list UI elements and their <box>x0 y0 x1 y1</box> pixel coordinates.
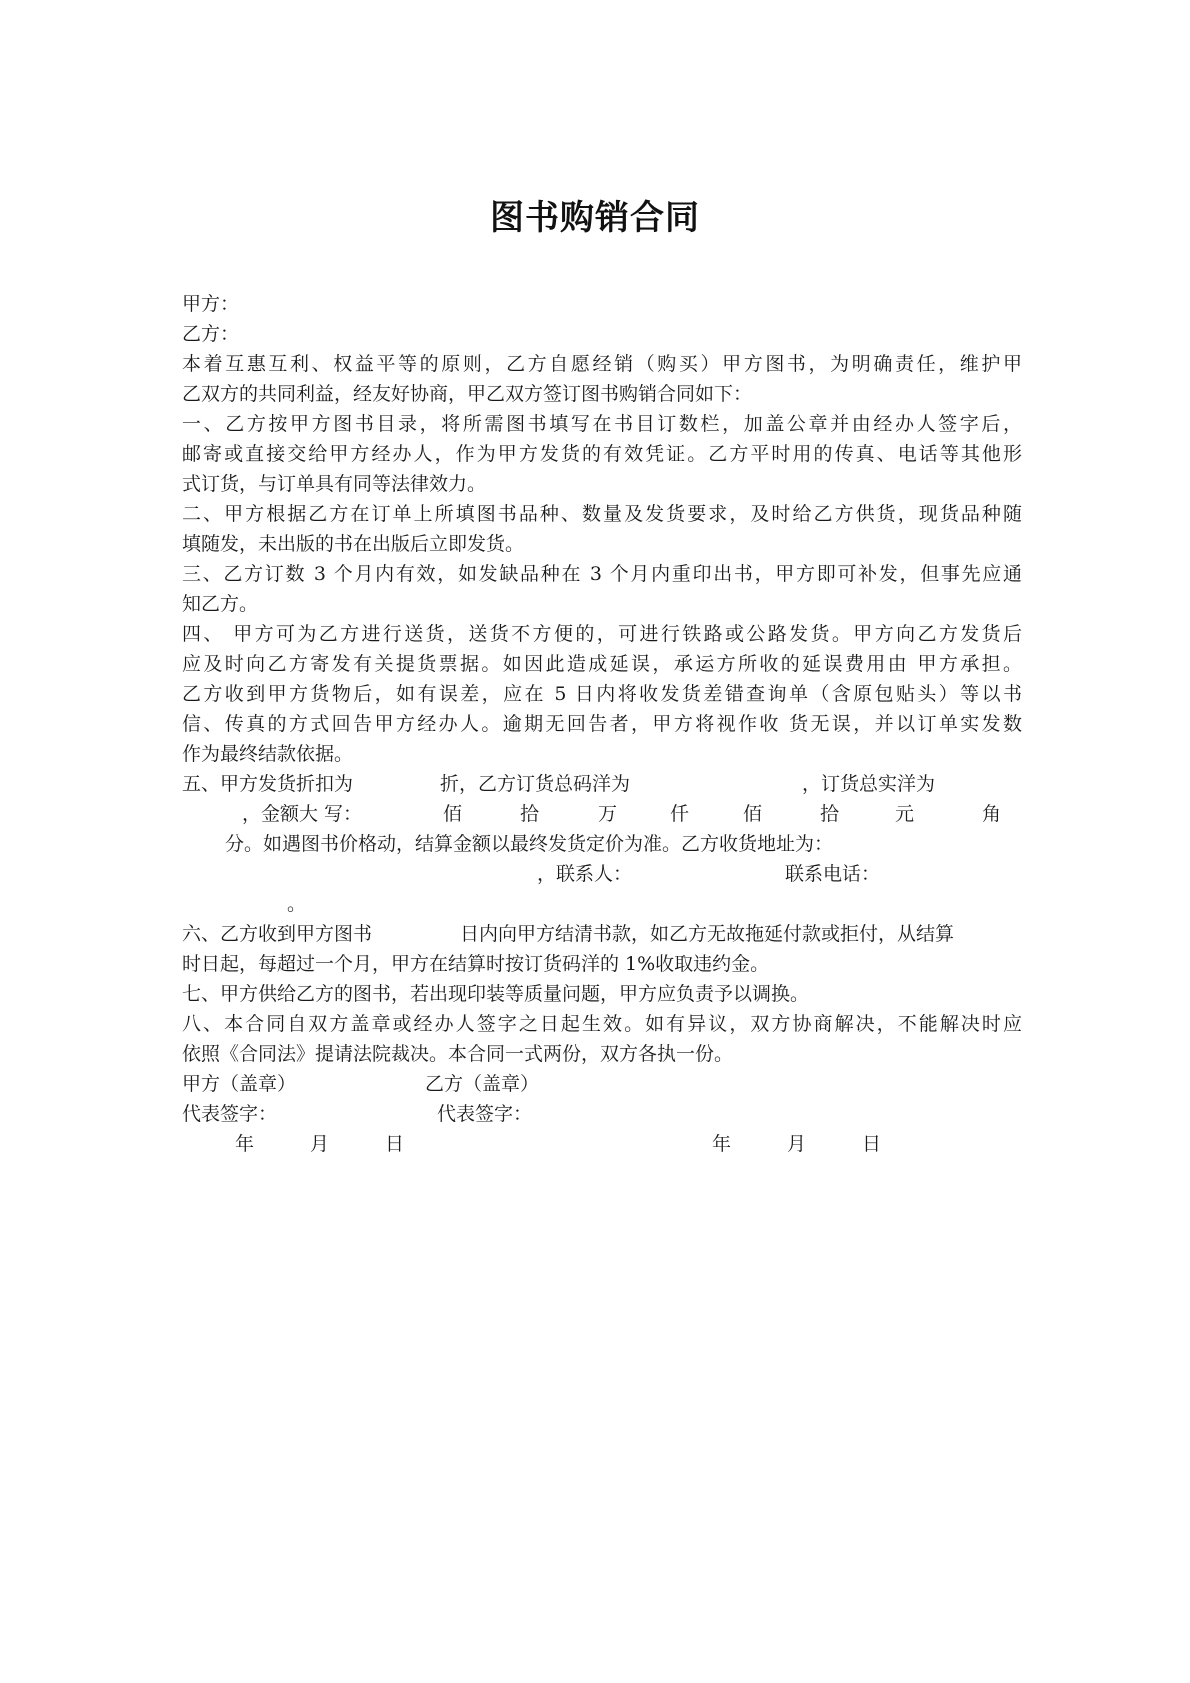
date-month-b: 月 <box>787 1133 807 1155</box>
clause-7-line: 七、甲方供给乙方的图书，若出现印装等质量问题，甲方应负责予以调换。 <box>182 983 810 1005</box>
page-title: 图书购销合同 <box>490 198 700 238</box>
clause-2-line: 二、甲方根据乙方在订单上所填图书品种、数量及发货要求，及时给乙方供货，现货品种随 <box>182 503 1022 525</box>
clause-6-label: 六、乙方收到甲方图书 <box>182 923 373 945</box>
clause-4-line: 作为最终结款依据。 <box>182 743 354 765</box>
clause-4-line: 信、传真的方式回告甲方经办人。逾期无回告者，甲方将视作收 货无误，并以订单实发数 <box>182 713 1022 735</box>
clause-4-line: 乙方收到甲方货物后，如有误差，应在 5 日内将收发货差错查询单（含原包贴头）等以书 <box>182 683 1022 705</box>
clause-8-line: 依照《合同法》提请法院裁决。本合同一式两份，双方各执一份。 <box>182 1043 734 1065</box>
clause-1-line: 一、乙方按甲方图书目录，将所需图书填写在书目订数栏，加盖公章并由经办人签字后， <box>182 413 1022 435</box>
clause-5-phone-label: 联系电话： <box>785 863 881 885</box>
clause-1-line: 式订货，与订单具有同等法律效力。 <box>182 473 487 495</box>
party-a-rep-label: 代表签字： <box>182 1103 278 1125</box>
clause-5-amount-label: ，金额大 写： <box>242 803 363 825</box>
date-year-a: 年 <box>235 1133 255 1155</box>
date-month-a: 月 <box>310 1133 330 1155</box>
clause-2-line: 填随发，未出版的书在出版后立即发货。 <box>182 533 525 555</box>
clause-3-line: 三、乙方订数 3 个月内有效，如发缺品种在 3 个月内重印出书，甲方即可补发，但事先应通 <box>182 563 1022 585</box>
party-b-label: 乙方： <box>182 323 240 345</box>
clause-4-line: 应及时向乙方寄发有关提货票据。如因此造成延误，承运方所收的延误费用由 甲方承担。 <box>182 653 1022 675</box>
date-day-b: 日 <box>862 1133 882 1155</box>
clause-5-net-label: ，订货总实洋为 <box>802 773 936 795</box>
clause-6-line: 时日起，每超过一个月，甲方在结算时按订货码洋的 1%收取违约金。 <box>182 953 770 975</box>
amount-unit: 万 <box>598 803 618 825</box>
date-day-a: 日 <box>385 1133 405 1155</box>
clause-5-address-line: 分。如遇图书价格动，结算金额以最终发货定价为准。乙方收货地址为： <box>225 833 834 855</box>
clause-6-text: 日内向甲方结清书款，如乙方无故拖延付款或拒付，从结算 <box>460 923 955 945</box>
amount-unit: 元 <box>895 803 915 825</box>
clause-4-line: 四、 甲方可为乙方进行送货，送货不方便的，可进行铁路或公路发货。甲方向乙方发货后 <box>182 623 1022 645</box>
amount-unit: 佰 <box>443 803 463 825</box>
clause-5-end-mark: 。 <box>287 893 307 915</box>
party-a-label: 甲方： <box>182 293 240 315</box>
party-a-seal-label: 甲方（盖章） <box>182 1073 297 1095</box>
preamble-line: 本着互惠互利、权益平等的原则，乙方自愿经销（购买）甲方图书，为明确责任，维护甲 <box>182 353 1022 375</box>
amount-unit: 拾 <box>520 803 540 825</box>
clause-1-line: 邮寄或直接交给甲方经办人，作为甲方发货的有效凭证。乙方平时用的传真、电话等其他形 <box>182 443 1022 465</box>
date-year-b: 年 <box>712 1133 732 1155</box>
clause-5-gross-label: 折，乙方订货总码洋为 <box>440 773 631 795</box>
clause-8-line: 八、本合同自双方盖章或经办人签字之日起生效。如有异议，双方协商解决，不能解决时应 <box>182 1013 1022 1035</box>
preamble-line: 乙双方的共同利益，经友好协商，甲乙双方签订图书购销合同如下： <box>182 383 753 405</box>
amount-unit: 角 <box>982 803 1002 825</box>
clause-5-contact-label: ，联系人： <box>537 863 633 885</box>
party-b-rep-label: 代表签字： <box>437 1103 533 1125</box>
amount-unit: 佰 <box>743 803 763 825</box>
clause-3-line: 知乙方。 <box>182 593 259 615</box>
party-b-seal-label: 乙方（盖章） <box>425 1073 540 1095</box>
clause-5-discount-label: 五、甲方发货折扣为 <box>182 773 354 795</box>
amount-unit: 仟 <box>670 803 690 825</box>
amount-unit: 拾 <box>820 803 840 825</box>
